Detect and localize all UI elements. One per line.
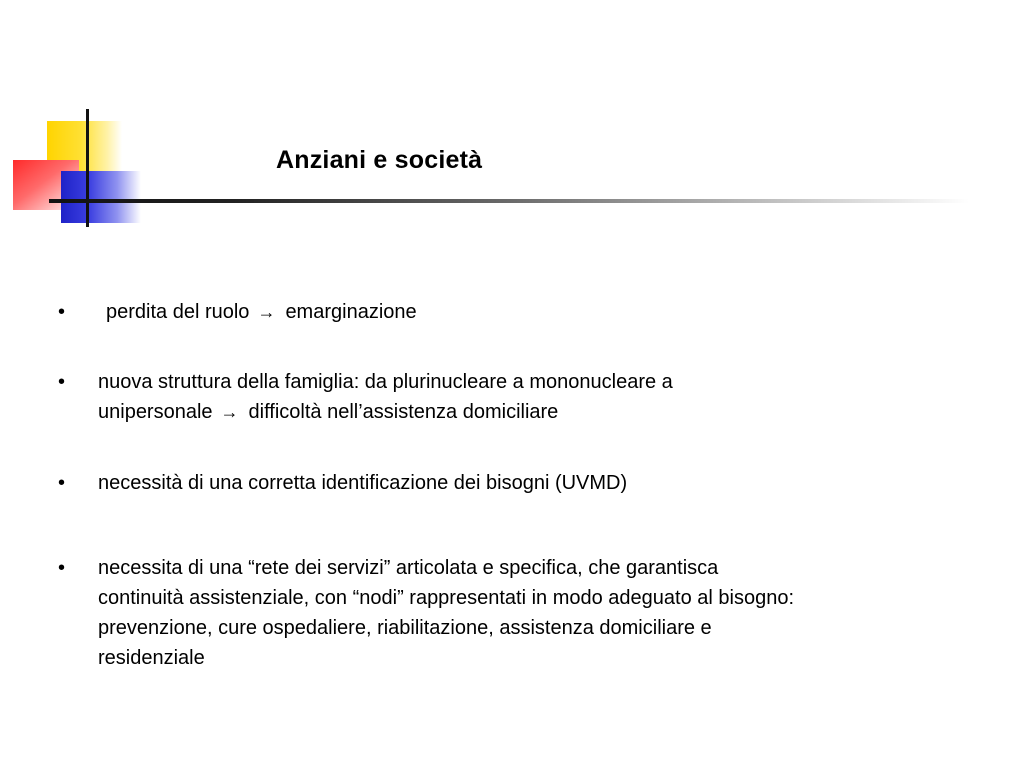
bullet-line: nuova struttura della famiglia: da plurinucleare a mononucleare a xyxy=(98,371,673,393)
bullet-icon: • xyxy=(58,557,66,579)
bullet-text-before: unipersonale xyxy=(98,401,213,423)
bullet-text xyxy=(98,367,673,427)
bullet-text-before: perdita del ruolo xyxy=(106,301,250,323)
slide-title: Anziani e società xyxy=(276,146,483,174)
bullet-line: residenziale xyxy=(98,647,205,669)
bullet-icon: • xyxy=(58,371,66,393)
bullet-text xyxy=(98,553,794,673)
arrow-right-icon: → xyxy=(257,302,276,322)
bullet-text-after: emarginazione xyxy=(285,301,417,323)
bullet-line: necessita di una “rete dei servizi” articolata e specifica, che garantisca xyxy=(98,557,719,579)
bullet-icon: • xyxy=(58,472,66,494)
bullet-text xyxy=(106,297,417,327)
bullet-icon: • xyxy=(58,301,66,323)
bullet-line: continuità assistenziale, con “nodi” rappresentati in modo adeguato al bisogno: xyxy=(98,587,794,609)
bullet-text: necessità di una corretta identificazione dei bisogni (UVMD) xyxy=(98,472,628,494)
arrow-right-icon: → xyxy=(220,402,239,422)
bullet-line: prevenzione, cure ospedaliere, riabilitazione, assistenza domiciliare e xyxy=(98,617,712,639)
bullet-text-after: difficoltà nell’assistenza domiciliare xyxy=(248,401,559,423)
bullet-line xyxy=(98,397,673,427)
